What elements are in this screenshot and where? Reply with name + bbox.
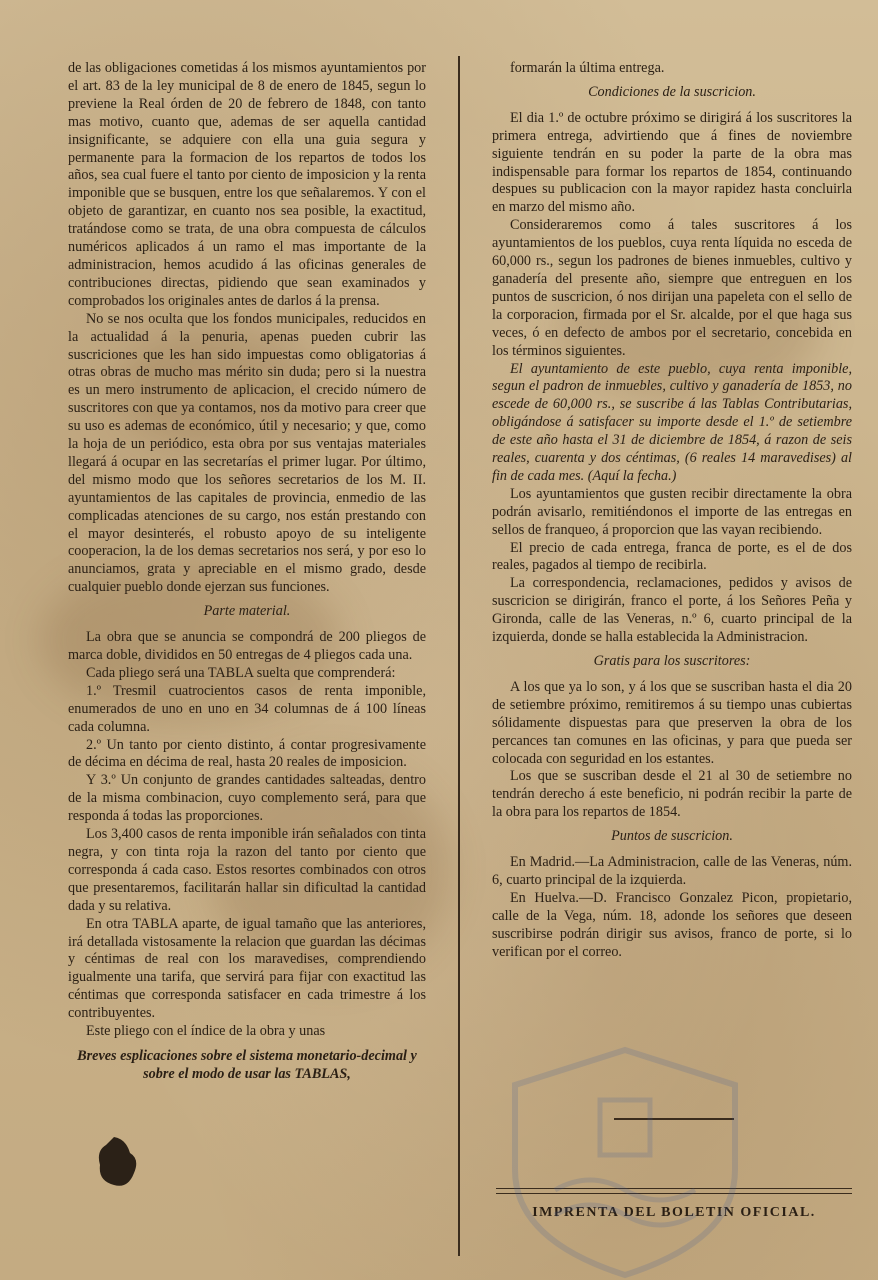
ink-blot-icon: [94, 1135, 142, 1190]
printer-imprint: IMPRENTA DEL BOLETIN OFICIAL.: [532, 1205, 816, 1220]
watermark-shield-icon: [485, 1040, 765, 1280]
subscription-formula: El ayuntamiento de este pueblo, cuya renta imponible, segun el padron de inmuebles, cultivo y ganadería de 1853, no escede de 60,000 rs., se suscribe á las Tablas Contributarias, obligándose á satisfacer su importe desde el 1.º de setiembre de este año hasta el 31 de diciembre de 1854, á razon de seis reales, cuarenta y dos céntimas, (6 reales 14 maravedises) al fin de cada mes. (Aquí la fecha.): [492, 360, 852, 484]
paragraph: No se nos oculta que los fondos municipales, reducidos en la actualidad á la penuria, apenas pueden cubrir las suscriciones que les han sido impuestas como obligatorias á otras obras de mucho mas mérito sin duda; pero si la nuestra es un mero instrumento de aplicacion, el crecido número de suscritores con que ya contamos, nos da motivo para creer que su uso es ademas de económico, útil y necesario; y que, como la hoja de un periódico, esta obra por sus ventajas materiales llegará á ocupar en las secretarías el primer lugar. Por último, del mismo modo que los señores secretarios de los M. II. ayuntamientos de las capitales de provincia, enmedio de las complicadas atenciones de su cargo, nos están prestando con el mayor desinterés, el robusto apoyo de su inteligente cooperacion, la de los demas secretarios nos será, y por eso lo anunciamos, grata y apreciable en el mismo grado, desde cualquier pueblo donde ejerzan sus funciones.: [68, 310, 426, 596]
paragraph: El dia 1.º de octubre próximo se dirigirá á los suscritores la primera entrega, advirtiendo que á fines de noviembre siguiente tendrán en su poder la parte de la obra mas indispensable para formar los repartos de 1854, continuando despues su publicacion con la mayor rapidez hasta concluirla en marzo del mismo año.: [492, 109, 852, 216]
left-column: [68, 60, 426, 1083]
section-heading-points: Puntos de suscricion.: [611, 828, 733, 845]
paragraph: Los ayuntamientos que gusten recibir directamente la obra podrán avisarlo, remitiéndonos el importe de las entregas en sellos de franqueo, á proporcion que las vayan recibiendo.: [492, 485, 852, 538]
paragraph: Los que se suscriban desde el 21 al 30 de setiembre no tendrán derecho á este beneficio, ni podrán recibir la parte de la obra para los repartos de 1854.: [492, 768, 852, 821]
paragraph: La obra que se anuncia se compondrá de 200 pliegos de marca doble, divididos en 50 entregas de 4 pliegos cada una.: [68, 629, 426, 663]
paragraph: A los que ya lo son, y á los que se suscriban hasta el dia 20 de setiembre próximo, remitiremos á su tiempo unas cubiertas sólidamente dispuestas para que preserven la obra de los percances tan comunes en las oficinas, y para que pueda ser colocada con seguridad en los estantes.: [492, 678, 852, 767]
section-heading-gratis: Gratis para los suscritores:: [593, 653, 751, 669]
paragraph: Los 3,400 casos de renta imponible irán señalados con tinta negra, y con tinta roja la razon del tanto por ciento que corresponda á cada caso. Estos resortes combinados con otros que presentaremos, facilitarán hallar sin dificultad la cantidad dada y su relativa.: [68, 826, 426, 914]
paragraph: Consideraremos como á tales suscritores á los ayuntamientos de los pueblos, cuya renta líquida no esceda de 60,000 rs., segun los padrones de bienes inmuebles, cultivo y ganadería del presente año, siempre que entreguen en los puntos de suscricion, ó nos dirijan una papeleta con el sello de la corporacion, firmada por el Sr. alcalde, por el que haga sus veces, ó en defecto de ambos por el secretario, concebida en los términos siguientes.: [492, 217, 852, 359]
closing-italic-line: Breves esplicaciones sobre el sistema monetario-decimal y sobre el modo de usar las TABLAS,: [77, 1047, 417, 1082]
paragraph: La correspondencia, reclamaciones, pedidos y avisos de suscricion se dirigirán, franco el porte, á los Señores Peña y Gironda, calle de las Veneras, n.º 6, cuarto principal de la izquierda, donde se halla establecida la Administracion.: [492, 575, 852, 646]
paragraph: Cada pliego será una TABLA suelta que comprenderá:: [86, 664, 396, 681]
paragraph: En Huelva.—D. Francisco Gonzalez Picon, propietario, calle de la Vega, núm. 18, adonde los señores que deseen suscribirse podrán dirigir sus avisos, franco de porte, si lo verifican por el correo.: [492, 889, 852, 960]
column-divider: [458, 56, 460, 1256]
paragraph: de las obligaciones cometidas á los mismos ayuntamientos por el art. 83 de la ley municipal de 8 de enero de 1845, segun lo previene la Real órden de 20 de febrero de 1848, con tanto mas motivo, cuanto que, ademas de ser aquella cantidad insignificante, se adquiere con ella una guia segura y permanente para la formacion de los repartos de todos los años, sea cual fuere el tanto por ciento de imposicion y la renta imponible que se busquen, entre los que señalaremos. Y con el objeto de garantizar, en cuanto nos sea posible, la exactitud, tratándose como se trata, de una obra compuesta de cálculos numéricos aplicados á un ramo el mas importante de la administracion, hemos acudido á las oficinas generales de contribuciones directas, pidiendo que sean examinados y comprobados los originales antes de darlos á la prensa.: [68, 60, 426, 309]
paragraph: formarán la última entrega.: [510, 60, 665, 76]
section-heading-material: Parte material.: [203, 603, 291, 620]
paragraph: El precio de cada entrega, franca de porte, es el de dos reales, pagados al tiempo de recibirla.: [492, 539, 852, 574]
paragraph: 2.º Un tanto por ciento distinto, á contar progresivamente de décima en décima de real, hasta 20 reales de imposicion.: [68, 736, 426, 771]
paragraph: Este pliego con el índice de la obra y unas: [86, 1023, 326, 1040]
paragraph: En Madrid.—La Administracion, calle de las Veneras, núm. 6, cuarto principal de la izquierda.: [492, 854, 852, 888]
section-heading-conditions: Condiciones de la suscricion.: [588, 83, 756, 100]
right-column: [492, 60, 852, 962]
paragraph: En otra TABLA aparte, de igual tamaño que las anteriores, irá detallada vistosamente la relacion que guardan las décimas y céntimas de real con los maravedises, comprendiendo igualmente una tarifa, que servirá para fijar con exactitud las céntimas que corresponda satisfacer en cada trimestre á los contribuyentes.: [68, 915, 426, 1022]
paragraph: 1.º Tresmil cuatrocientos casos de renta imponible, enumerados de uno en uno en 34 columnas de á 100 líneas cada columna.: [68, 682, 426, 735]
paragraph: Y 3.º Un conjunto de grandes cantidades salteadas, dentro de la misma combinacion, cuyo complemento será, para que responda á todas las proporciones.: [68, 772, 426, 825]
